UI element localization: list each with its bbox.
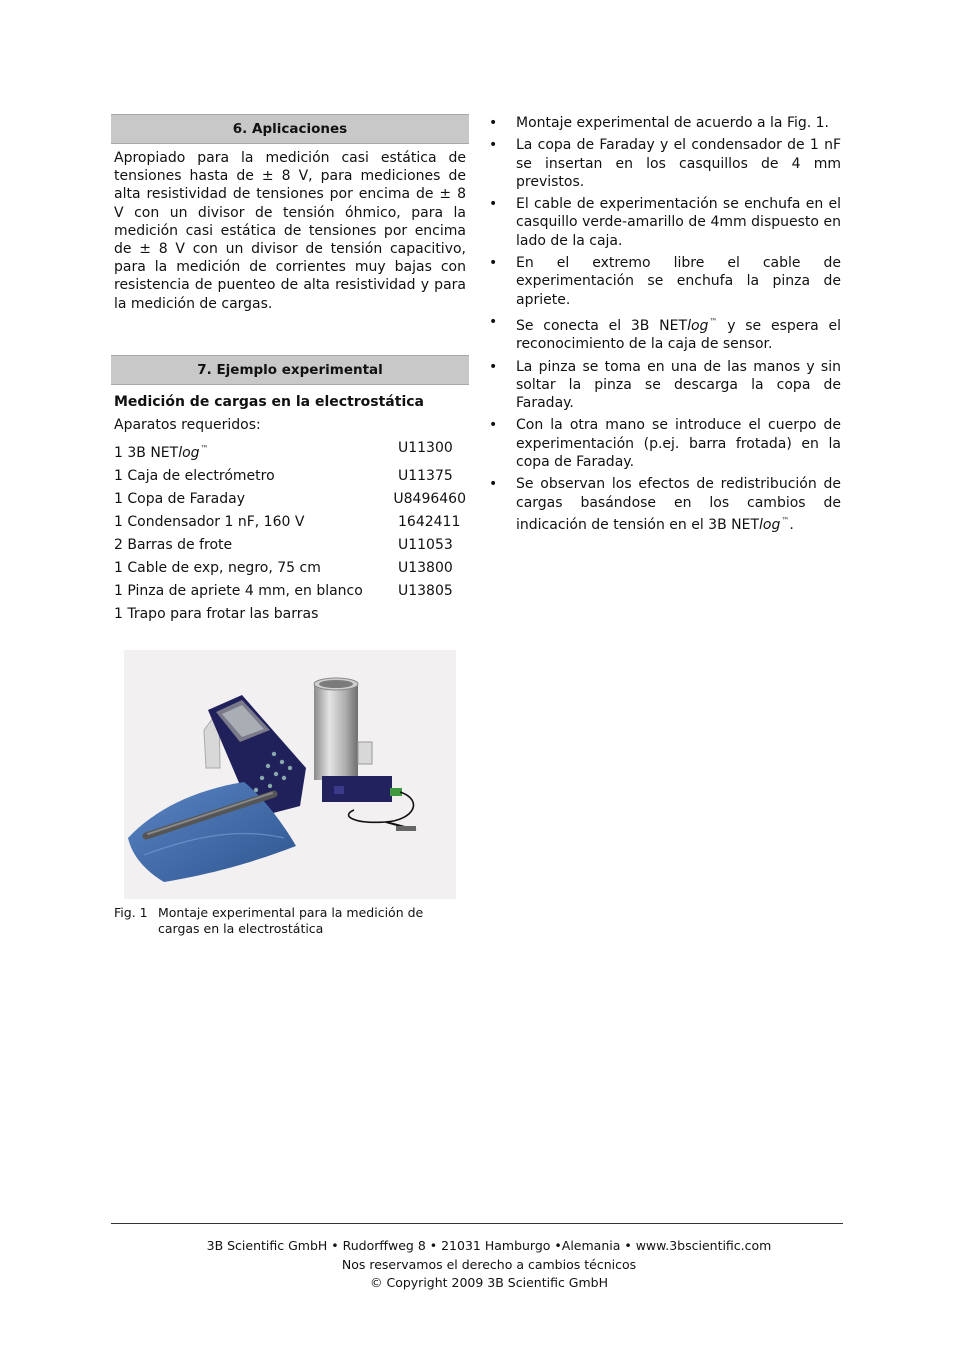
procedure-step [487, 416, 841, 471]
left-column [111, 114, 469, 937]
procedure-step-text: El cable de experimentación se enchufa en el casquillo verde-amarillo de 4mm dispuesto en lado de la caja. [516, 196, 841, 249]
apparatus-list [111, 437, 469, 626]
apparatus-row [114, 603, 466, 626]
procedure-step-text: Con la otra mano se introduce el cuerpo de experimentación (p.ej. barra frotada) en la copa de Faraday. [516, 417, 841, 471]
bullet: • [489, 476, 498, 493]
apparatus-item: 1 Pinza de apriete 4 mm, en blanco [114, 582, 363, 599]
apparatus-row [114, 534, 466, 557]
apparatus-row [114, 488, 466, 511]
apparatus-item: 1 Copa de Faraday [114, 490, 245, 507]
section-heading-ejemplo: 7. Ejemplo experimental [111, 355, 469, 385]
procedure-list [487, 114, 841, 534]
section-heading-aplicaciones: 6. Aplicaciones [111, 114, 469, 144]
apparatus-row [114, 511, 466, 534]
footer-address: 3B Scientific GmbH • Rudorffweg 8 • 21031 Hamburgo •Alemania • www.3bscientific.com [206, 1238, 772, 1253]
procedure-step-text: Se conecta el 3B NET [516, 317, 688, 334]
apparatus-code: U11300 [398, 439, 453, 456]
apparatus-row [114, 557, 466, 580]
procedure-step-text: La pinza se toma en una de las manos y sin soltar la pinza se descarga la copa de Faraday. [516, 358, 841, 412]
apparatus-code: U11375 [398, 467, 453, 484]
procedure-step [487, 313, 841, 354]
procedure-step [487, 136, 841, 191]
bullet: • [489, 137, 498, 154]
apparatus-item: 1 Cable de exp, negro, 75 cm [114, 559, 321, 576]
procedure-step [487, 254, 841, 309]
bullet: • [489, 255, 498, 272]
trademark-mark: ™ [200, 443, 209, 453]
apparatus-row [114, 437, 466, 465]
page-footer [111, 1237, 867, 1293]
bullet: • [489, 313, 498, 330]
apparatus-item: 1 Condensador 1 nF, 160 V [114, 513, 305, 530]
experiment-photo [124, 650, 456, 899]
procedure-step-italic: log [687, 317, 709, 334]
bullet: • [489, 115, 498, 131]
apparatus-item: 1 Caja de electrómetro [114, 467, 275, 484]
procedure-step-text: Se observan los efectos de redistribución de cargas basándose en los cambios de indicación de tensión en el 3B NET [516, 476, 841, 533]
apparatus-row [114, 465, 466, 488]
procedure-step-text: . [789, 516, 794, 533]
apparatus-code: 1642411 [398, 513, 461, 530]
experiment-illustration [124, 650, 456, 899]
procedure-step [487, 475, 841, 534]
procedure-step-text: La copa de Faraday y el condensador de 1 nF se insertan en los casquillos de 4 mm previstos. [516, 137, 841, 190]
bullet: • [489, 358, 498, 375]
trademark-mark: ™ [709, 316, 718, 326]
aplicaciones-text: Apropiado para la medición casi estática de tensiones hasta de ± 8 V, para mediciones de alta resistividad de tensiones por encima de ± 8 V con un divisor de tensión óhmico, para la medición casi estática de tensiones por encima de ± 8 V con un divisor de tensión capacitivo, para la medición de corrientes muy bajas con resistencia de puenteo de alta resistividad y para la medición de cargas. [114, 150, 466, 312]
figure-caption [114, 905, 466, 937]
bullet: • [489, 196, 498, 213]
procedure-step [487, 195, 841, 250]
apparatus-code: U13800 [398, 559, 453, 576]
footer-divider [111, 1223, 843, 1224]
apparatus-code: U13805 [398, 582, 453, 599]
ejemplo-subtitle: Medición de cargas en la electrostática [114, 393, 424, 410]
bullet: • [489, 417, 498, 434]
figure-caption-text: Montaje experimental para la medición de cargas en la electrostática [158, 904, 424, 936]
procedure-step-text: En el extremo libre el cable de experimentación se enchufa la pinza de apriete. [516, 255, 841, 308]
trademark-mark: ™ [781, 515, 790, 525]
apparatus-row [114, 580, 466, 603]
apparatus-code: U8496460 [393, 490, 466, 507]
footer-copyright: © Copyright 2009 3B Scientific GmbH [370, 1275, 608, 1290]
apparatus-label: Aparatos requeridos: [114, 416, 261, 433]
procedure-step-text: y se espera el reconocimiento de la caja de sensor. [516, 317, 841, 353]
apparatus-item: 2 Barras de frote [114, 536, 233, 553]
procedure-step-text: Montaje experimental de acuerdo a la Fig. 1. [516, 115, 830, 131]
procedure-step [487, 358, 841, 413]
apparatus-item: 1 Trapo para frotar las barras [114, 605, 319, 622]
apparatus-item-italic: log [178, 444, 200, 461]
apparatus-item: 1 3B NET [114, 444, 179, 461]
right-column [487, 114, 841, 538]
procedure-step [487, 114, 841, 132]
procedure-step-italic: log [759, 516, 781, 533]
apparatus-code: U11053 [398, 536, 453, 553]
footer-notice: Nos reservamos el derecho a cambios técnicos [341, 1256, 637, 1272]
figure-label: Fig. 1 [114, 904, 148, 920]
